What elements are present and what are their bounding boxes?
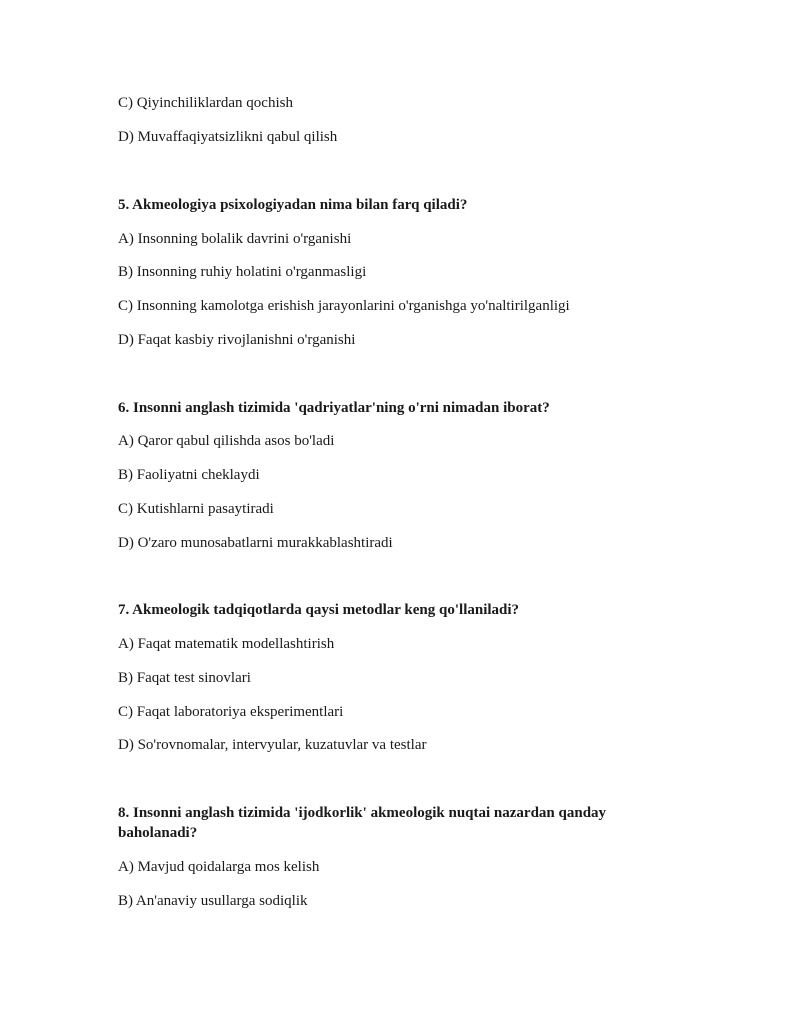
- question-5: 5. Akmeologiya psixologiyadan nima bilan farq qiladi?: [118, 197, 468, 213]
- question-6-option-a: A) Qaror qabul qilishda asos bo'ladi: [118, 433, 335, 449]
- question-7-option-c: C) Faqat laboratoriya eksperimentlari: [118, 704, 344, 720]
- question-7-option-d: D) So'rovnomalar, intervyular, kuzatuvlar va testlar: [118, 737, 427, 753]
- question-6-option-c: C) Kutishlarni pasaytiradi: [118, 501, 274, 517]
- question-7-option-b: B) Faqat test sinovlari: [118, 670, 251, 686]
- question-8-option-a: A) Mavjud qoidalarga mos kelish: [118, 859, 320, 875]
- option-d: D) Muvaffaqiyatsizlikni qabul qilish: [118, 129, 338, 145]
- question-8: 8. Insonni anglash tizimida 'ijodkorlik' akmeologik nuqtai nazardan qanday baholanadi?: [118, 805, 607, 841]
- question-8-option-b: B) An'anaviy usullarga sodiqlik: [118, 893, 308, 909]
- question-7: 7. Akmeologik tadqiqotlarda qaysi metodlar keng qo'llaniladi?: [118, 602, 520, 618]
- question-6-option-b: B) Faoliyatni cheklaydi: [118, 467, 260, 483]
- question-5-option-b: B) Insonning ruhiy holatini o'rganmasligi: [118, 264, 367, 280]
- question-7-option-a: A) Faqat matematik modellashtirish: [118, 636, 335, 652]
- question-5-option-a: A) Insonning bolalik davrini o'rganishi: [118, 231, 352, 247]
- question-5-option-d: D) Faqat kasbiy rivojlanishni o'rganishi: [118, 332, 356, 348]
- option-c: C) Qiyinchiliklardan qochish: [118, 95, 293, 111]
- question-5-option-c: C) Insonning kamolotga erishish jarayonlarini o'rganishga yo'naltirilganligi: [118, 298, 570, 314]
- question-6-option-d: D) O'zaro munosabatlarni murakkablashtiradi: [118, 535, 393, 551]
- question-6: 6. Insonni anglash tizimida 'qadriyatlar'ning o'rni nimadan iborat?: [118, 400, 550, 416]
